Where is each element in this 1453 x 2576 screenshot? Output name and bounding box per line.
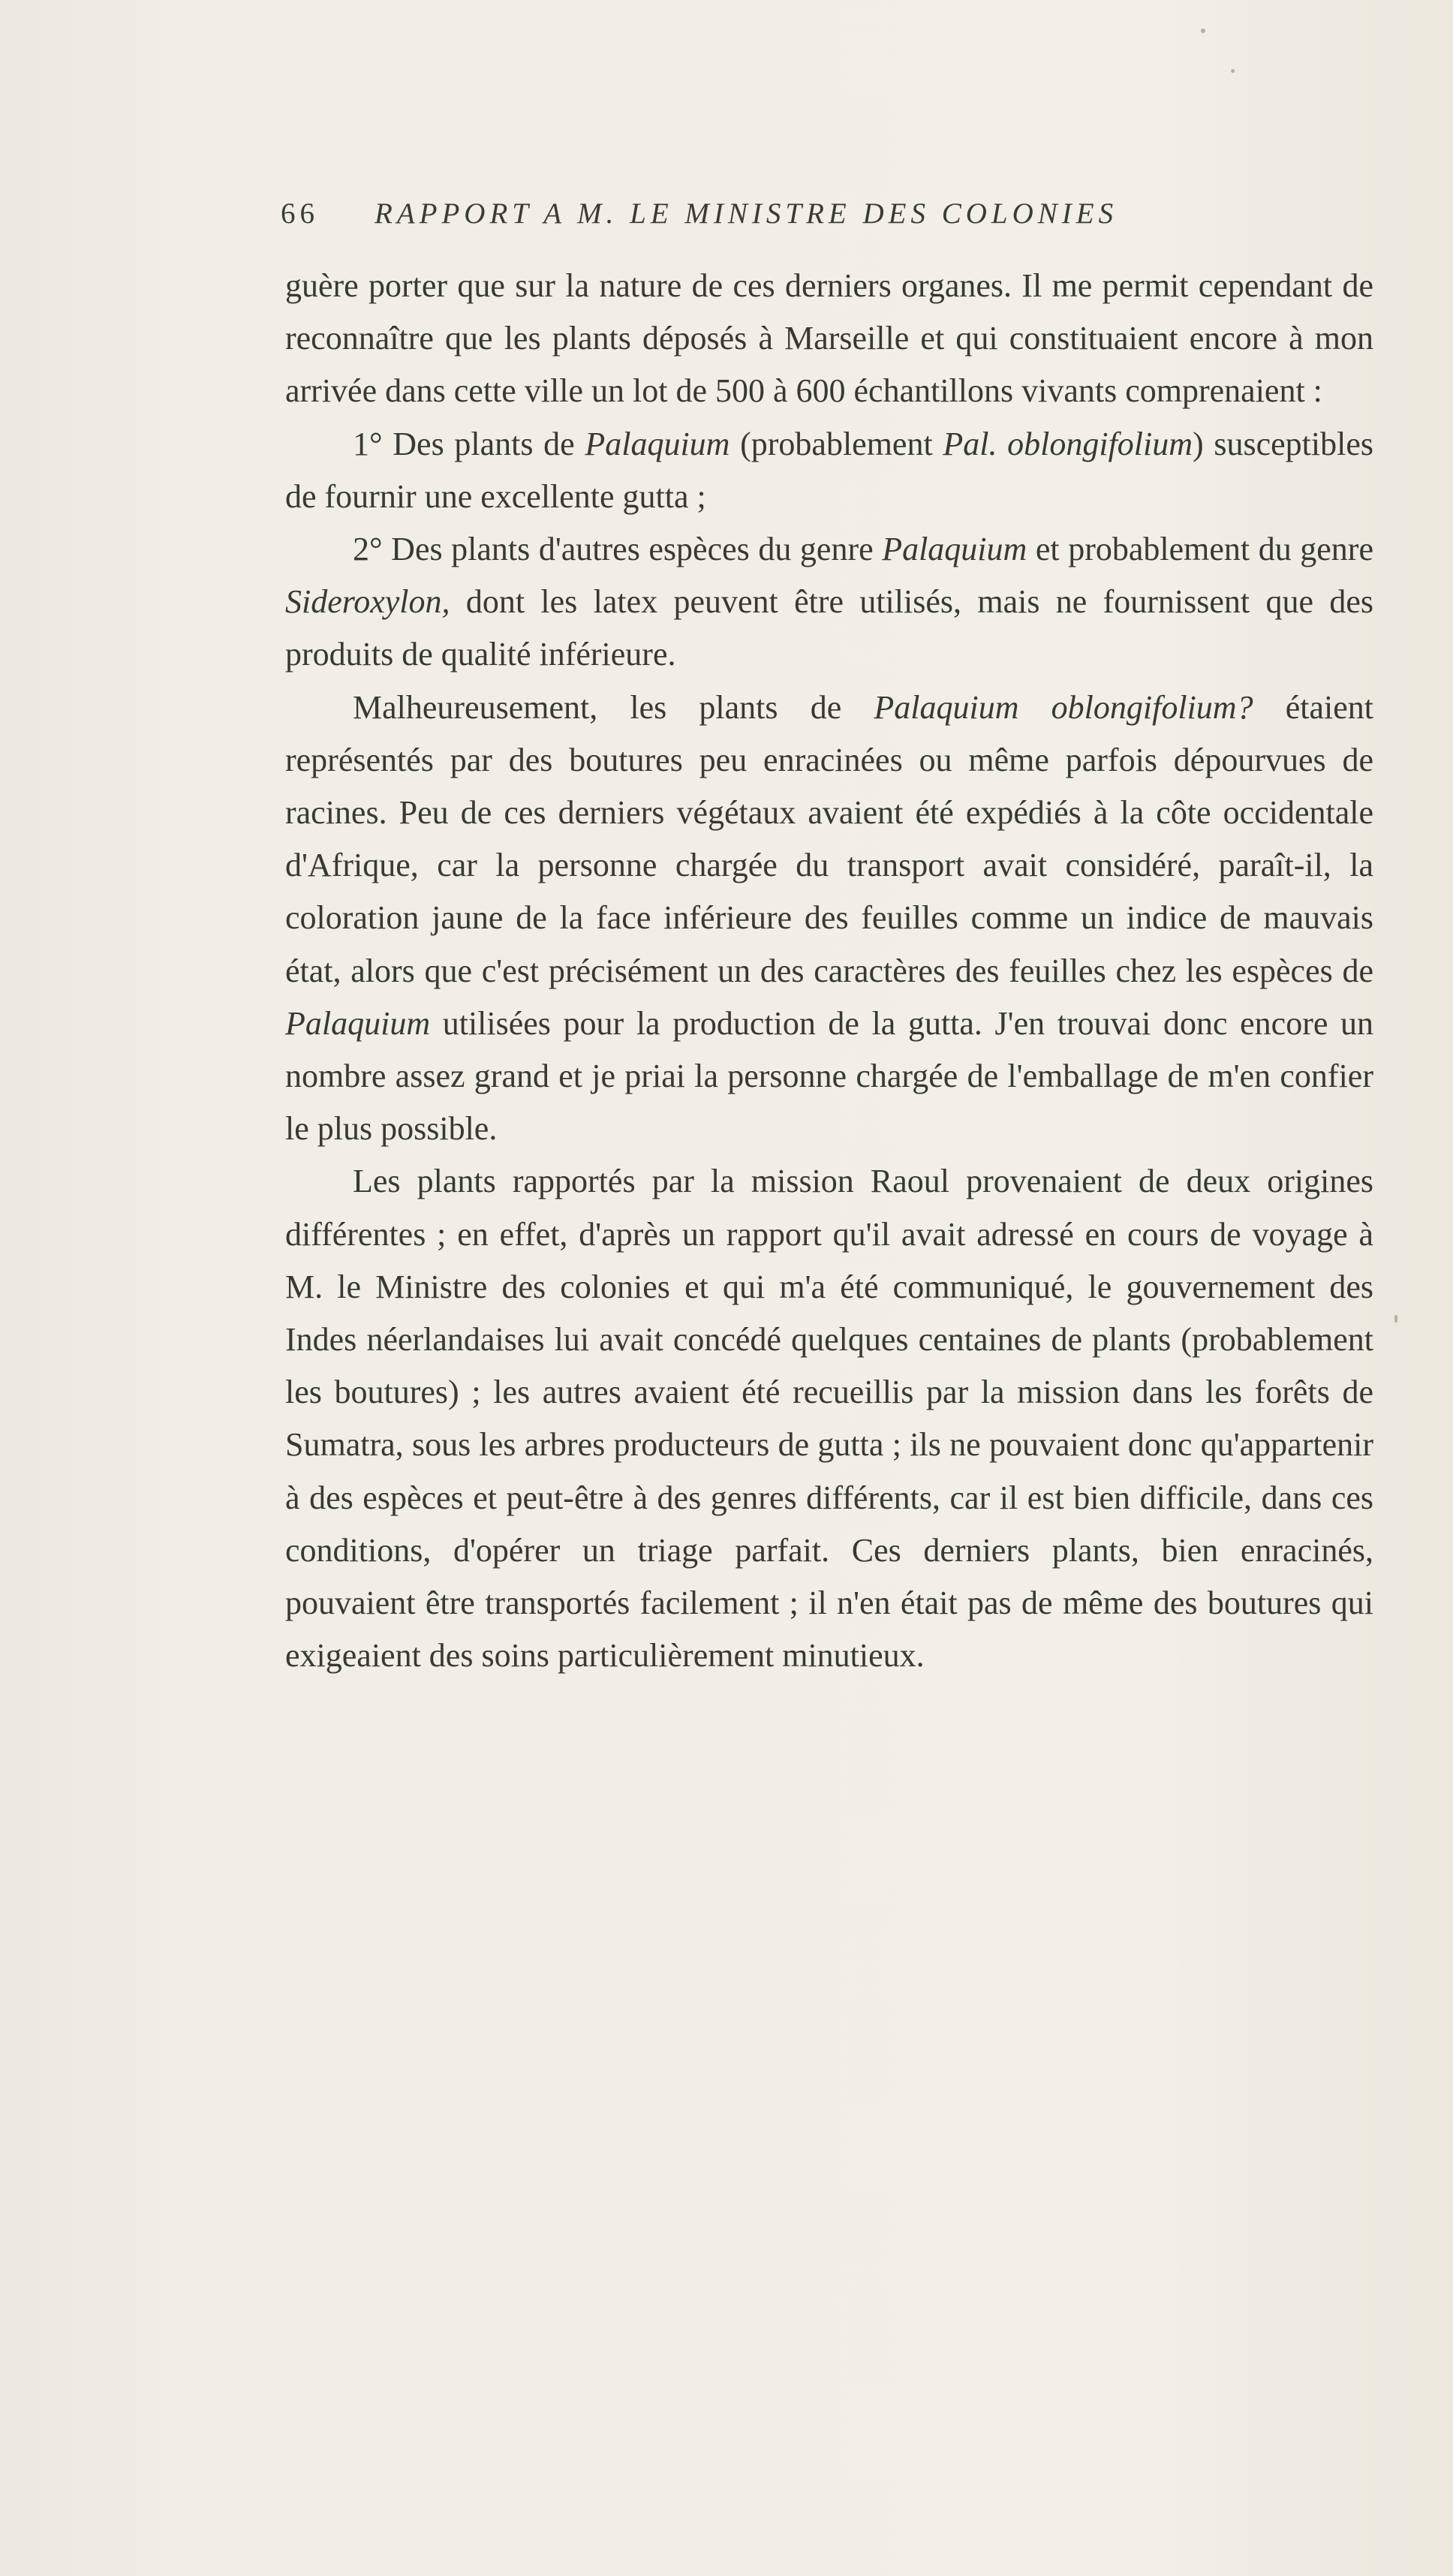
- italic-term: Palaquium: [882, 531, 1027, 568]
- italic-term: Palaquium oblongifolium?: [874, 688, 1253, 726]
- text-run: ) susceptibles de fournir une excellente gutta ;: [285, 425, 1373, 515]
- paragraph-p4: [285, 682, 1373, 1156]
- body-text: [285, 260, 1373, 1682]
- italic-term: Palaquium: [585, 425, 730, 462]
- text-run: 2° Des plants d'autres espèces du genre: [353, 531, 883, 568]
- page-number: 66: [281, 197, 319, 230]
- running-title: RAPPORT A M. LE MINISTRE DES COLONIES: [375, 197, 1118, 230]
- text-run: guère porter que sur la nature de ces derniers organes. Il me permit cependant de reconnaître que les plants déposés à Marseille et qui constituaient encore à mon arrivée dans cette ville un lot de 500 à 600 échantillons vivants comprenaient :: [285, 267, 1373, 410]
- text-run: Malheureusement, les plants de: [353, 688, 874, 726]
- text-run: étaient représentés par des boutures peu enracinées ou même parfois dépourvues de racines. Peu de ces derniers végétaux avaient été expédiés à la côte occidentale d'Afrique, car la personne chargée du transport avait considéré, paraît-il, la coloration jaune de la face inférieure des feuilles comme un indice de mauvais état, alors que c'est précisément un des caractères des feuilles chez les espèces de: [285, 688, 1374, 989]
- paragraph-p1: [285, 260, 1373, 418]
- text-run: utilisées pour la production de la gutta. J'en trouvai donc encore un nombre assez grand et je priai la personne chargée de l'emballage de m'en confier le plus possible.: [285, 1004, 1373, 1148]
- italic-term: Palaquium: [285, 1004, 431, 1042]
- text-run: dont les latex peuvent être utilisés, mais ne fournissent que des produits de qualité inférieure.: [285, 583, 1373, 673]
- text-run: 1° Des plants de: [353, 425, 585, 462]
- text-run: et probablement du genre: [1027, 531, 1373, 568]
- text-run: Les plants rapportés par la mission Raoul provenaient de deux origines différentes ; en effet, d'après un rapport qu'il avait adressé en cours de voyage à M. le Ministre des colonies et qui m'a été communiqué, le gouvernement des Indes néerlandaises lui avait concédé quelques centaines de plants (probablement les boutures) ; les autres avaient été recueillis par la mission dans les forêts de Sumatra, sous les arbres producteurs de gutta ; ils ne pouvaient donc qu'appartenir à des espèces et peut-être à des genres différents, car il est bien difficile, dans ces conditions, d'opérer un triage parfait. Ces derniers plants, bien enracinés, pouvaient être transportés facilement ; il n'en était pas de même des boutures qui exigeaient des soins particulièrement minutieux.: [285, 1163, 1373, 1675]
- running-head: [281, 197, 1376, 242]
- italic-term: Sideroxylon,: [285, 583, 450, 621]
- paper-speck: [1231, 69, 1235, 73]
- paragraph-p3: [285, 523, 1373, 682]
- text-run: (probablement: [730, 425, 943, 462]
- paragraph-p2: [285, 418, 1373, 523]
- paper-speck: [1201, 29, 1205, 33]
- paper-speck: [1394, 1315, 1397, 1323]
- italic-term: Pal. oblongifolium: [943, 425, 1193, 462]
- paragraph-p5: [285, 1155, 1373, 1682]
